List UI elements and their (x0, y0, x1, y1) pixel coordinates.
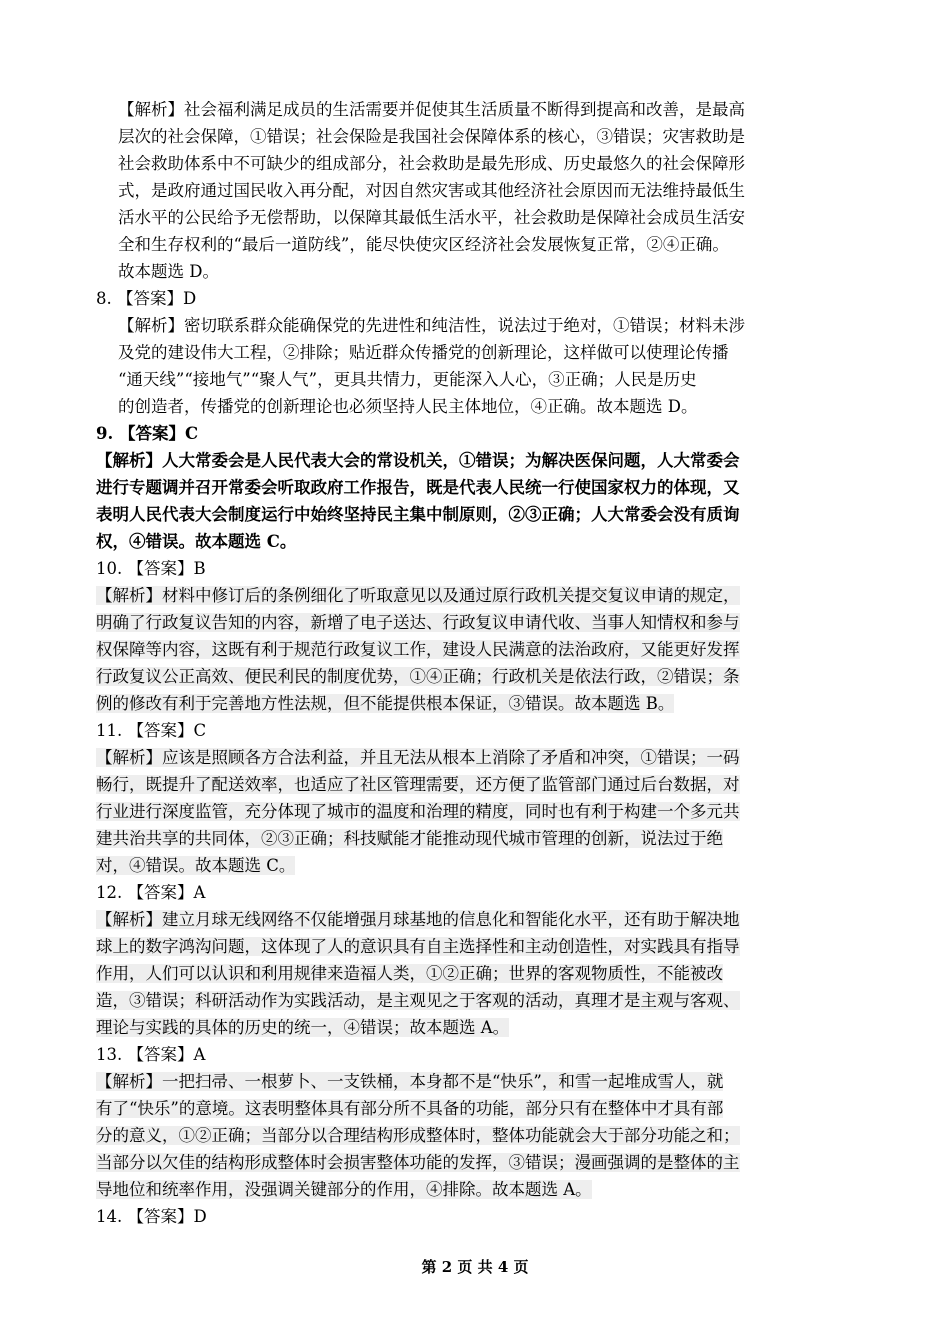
text-line-content: 9. 【答案】C (96, 424, 199, 443)
text-line (96, 555, 856, 582)
text-line (96, 663, 856, 690)
text-line-content: 层次的社会保障，①错误；社会保险是我国社会保障体系的核心，③错误；灾害救助是 (118, 127, 745, 146)
text-line-content: 【解析】材料中修订后的条例细化了听取意见以及通过原行政机关提交复议申请的规定， (96, 586, 740, 605)
text-line (96, 501, 856, 528)
text-line (96, 1122, 856, 1149)
text-line-content: 作用，人们可以认识和利用规律来造福人类，①②正确；世界的客观物质性，不能被改 (96, 964, 723, 983)
text-line (96, 1203, 856, 1230)
text-line (96, 987, 856, 1014)
document-body (96, 96, 856, 1230)
text-line (96, 798, 856, 825)
text-line (96, 1176, 856, 1203)
text-line-content: 有了“快乐”的意境。这表明整体具有部分所不具备的功能，部分只有在整体中才具有部 (96, 1099, 724, 1118)
text-line-content: 【解析】一把扫帚、一根萝卜、一支铁桶，本身都不是“快乐”，和雪一起堆成雪人，就 (96, 1072, 724, 1091)
text-line-content: 全和生存权利的“最后一道防线”，能尽快使灾区经济社会发展恢复正常，②④正确。 (118, 235, 729, 254)
text-line (96, 1014, 856, 1041)
text-line (96, 150, 856, 177)
text-line-content: 畅行，既提升了配送效率，也适应了社区管理需要，还方便了监管部门通过后台数据，对 (96, 775, 740, 794)
text-line-content: 明确了行政复议告知的内容，新增了电子送达、行政复议申请代收、当事人知情权和参与 (96, 613, 740, 632)
text-line (96, 123, 856, 150)
text-line-content: 理论与实践的具体的历史的统一，④错误；故本题选 A。 (96, 1018, 510, 1037)
text-line-content: 【解析】社会福利满足成员的生活需要并促使其生活质量不断得到提高和改善，是最高 (118, 100, 745, 119)
text-line (96, 825, 856, 852)
text-line-content: 权保障等内容，这既有利于规范行政复议工作，建设人民满意的法治政府，又能更好发挥 (96, 640, 740, 659)
text-line-content: 8. 【答案】D (96, 289, 197, 308)
text-line-content: 【解析】密切联系群众能确保党的先进性和纯洁性，说法过于绝对，①错误；材料未涉 (118, 316, 745, 335)
text-line (96, 528, 856, 555)
text-line-content: 【解析】应该是照顾各方合法利益，并且无法从根本上消除了矛盾和冲突，①错误；一码 (96, 748, 740, 767)
text-line (96, 582, 856, 609)
text-line-content: 当部分以欠佳的结构形成整体时会损害整体功能的发挥，③错误；漫画强调的是整体的主 (96, 1153, 740, 1172)
text-line-content: 建共治共享的共同体，②③正确；科技赋能才能推动现代城市管理的创新，说法过于绝 (96, 829, 723, 848)
text-line-content: 故本题选 D。 (118, 262, 219, 281)
text-line (96, 474, 856, 501)
text-line-content: 导地位和统率作用，没强调关键部分的作用，④排除。故本题选 A。 (96, 1180, 592, 1199)
text-line-content: 对，④错误。故本题选 C。 (96, 856, 296, 875)
text-line-content: 造，③错误；科研活动作为实践活动，是主观见之于客观的活动，真理才是主观与客观、 (96, 991, 740, 1010)
text-line (96, 771, 856, 798)
text-line (96, 393, 856, 420)
text-line-content: 式，是政府通过国民收入再分配，对因自然灾害或其他经济社会原因而无法维持最低生 (118, 181, 745, 200)
text-line-content: “通天线”“接地气”“聚人气”，更具共情力，更能深入人心，③正确；人民是历史 (118, 370, 697, 389)
text-line-content: 进行专题调并召开常委会听取政府工作报告，既是代表人民统一行使国家权力的体现，又 (96, 478, 740, 497)
text-line-content: 14. 【答案】D (96, 1207, 207, 1226)
text-line (96, 420, 856, 447)
text-line (96, 231, 856, 258)
text-line-content: 【解析】人大常委会是人民代表大会的常设机关，①错误；为解决医保问题，人大常委会 (96, 451, 740, 470)
text-line-content: 10. 【答案】B (96, 559, 206, 578)
text-line (96, 96, 856, 123)
text-line-content: 【解析】建立月球无线网络不仅能增强月球基地的信息化和智能化水平，还有助于解决地 (96, 910, 740, 929)
text-line-content: 行业进行深度监管，充分体现了城市的温度和治理的精度，同时也有利于构建一个多元共 (96, 802, 740, 821)
text-line (96, 447, 856, 474)
text-line (96, 366, 856, 393)
text-line (96, 906, 856, 933)
text-line (96, 204, 856, 231)
text-line (96, 312, 856, 339)
text-line-content: 活水平的公民给予无偿帮助，以保障其最低生活水平，社会救助是保障社会成员生活安 (118, 208, 745, 227)
text-line (96, 960, 856, 987)
text-line (96, 1149, 856, 1176)
text-line-content: 分的意义，①②正确；当部分以合理结构形成整体时，整体功能就会大于部分功能之和； (96, 1126, 740, 1145)
text-line (96, 879, 856, 906)
text-line (96, 609, 856, 636)
text-line (96, 744, 856, 771)
text-line-content: 11. 【答案】C (96, 721, 207, 740)
text-line-content: 权，④错误。故本题选 C。 (96, 532, 297, 551)
text-line-content: 社会救助体系中不可缺少的组成部分，社会救助是最先形成、历史最悠久的社会保障形 (118, 154, 745, 173)
text-line (96, 339, 856, 366)
text-line (96, 177, 856, 204)
text-line (96, 636, 856, 663)
text-line (96, 933, 856, 960)
text-line-content: 球上的数字鸿沟问题，这体现了人的意识具有自主选择性和主动创造性，对实践具有指导 (96, 937, 740, 956)
text-line-content: 例的修改有利于完善地方性法规，但不能提供根本保证，③错误。故本题选 B。 (96, 694, 675, 713)
text-line-content: 及党的建设伟大工程，②排除；贴近群众传播党的创新理论，这样做可以使理论传播 (118, 343, 729, 362)
text-line (96, 1041, 856, 1068)
text-line-content: 的创造者，传播党的创新理论也必须坚持人民主体地位，④正确。故本题选 D。 (118, 397, 698, 416)
text-line (96, 717, 856, 744)
text-line-content: 行政复议公正高效、便民利民的制度优势，①④正确；行政机关是依法行政，②错误；条 (96, 667, 740, 686)
text-line (96, 285, 856, 312)
page-footer: 第 2 页 共 4 页 (421, 1258, 529, 1276)
text-line (96, 1068, 856, 1095)
text-line (96, 258, 856, 285)
text-line (96, 690, 856, 717)
text-line (96, 852, 856, 879)
text-line-content: 表明人民代表大会制度运行中始终坚持民主集中制原则，②③正确；人大常委会没有质询 (96, 505, 740, 524)
text-line-content: 13. 【答案】A (96, 1045, 206, 1064)
text-line-content: 12. 【答案】A (96, 883, 206, 902)
text-line (96, 1095, 856, 1122)
